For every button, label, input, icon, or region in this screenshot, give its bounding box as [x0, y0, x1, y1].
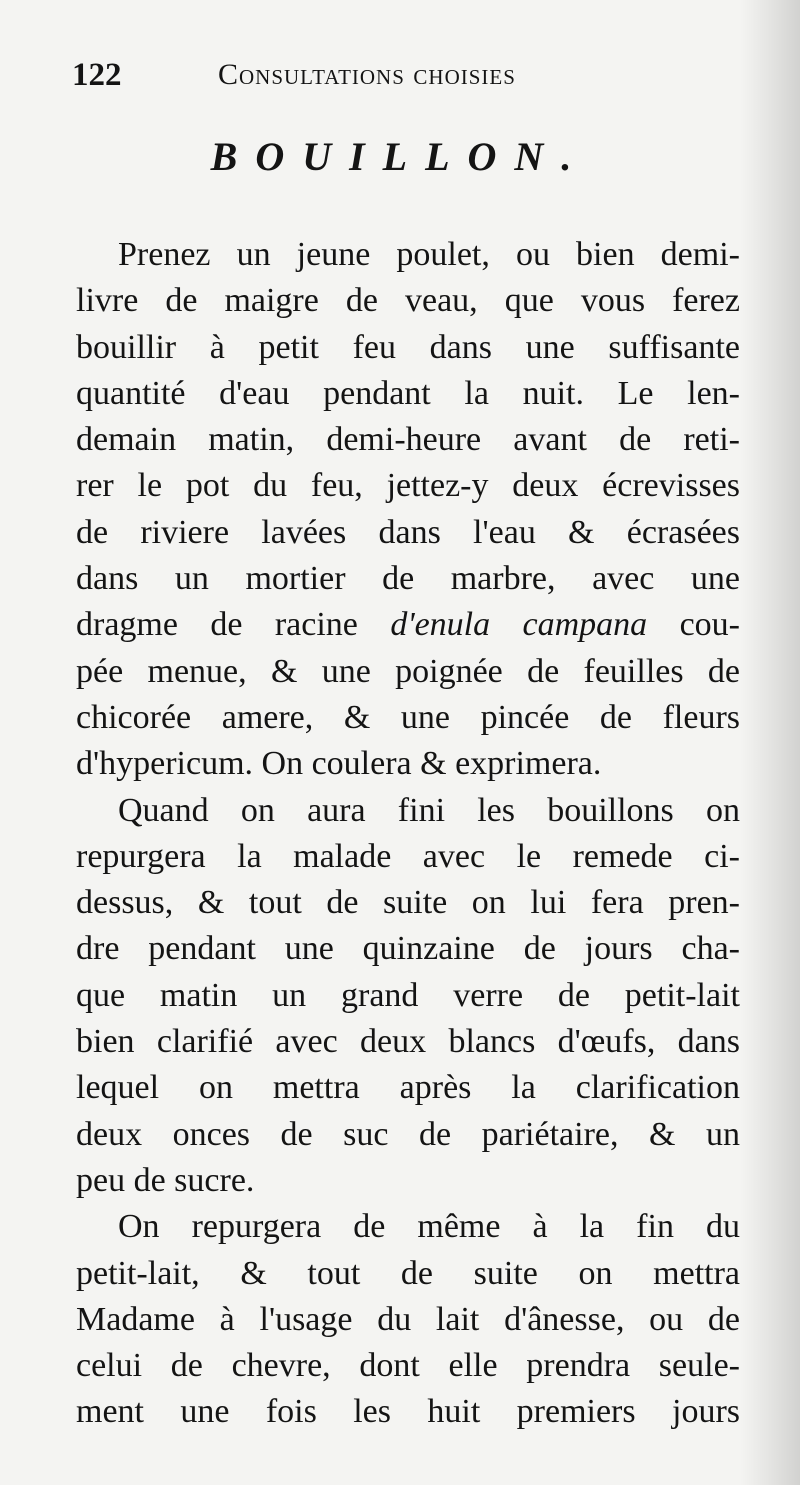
text-segment: dragme de racine: [76, 606, 358, 644]
text-line: bien clarifié avec deux blancs d'œufs, dans: [76, 1023, 740, 1061]
text-line: peu de sucre.: [76, 1161, 255, 1199]
text-line: de riviere lavées dans l'eau & écrasées: [76, 513, 740, 551]
text-line: repurgera la malade avec le remede ci-: [76, 837, 740, 875]
text-line: quantité d'eau pendant la nuit. Le len-: [76, 374, 740, 412]
text-line: demain matin, demi-heure avant de reti-: [76, 421, 740, 459]
text-line: celui de chevre, dont elle prendra seule-: [76, 1347, 740, 1385]
text-line: On repurgera de même à la fin du: [118, 1208, 740, 1246]
text-line: que matin un grand verre de petit-lait: [76, 976, 740, 1014]
text-line: Quand on aura fini les bouillons on: [118, 791, 740, 829]
text-line: petit-lait, & tout de suite on mettra: [76, 1254, 740, 1292]
text-line: d'hypericum. On coulera & exprimera.: [76, 745, 602, 783]
section-title: BOUILLON.: [210, 134, 590, 179]
text-line: rer le pot du feu, jettez-y deux écrevisses: [76, 467, 740, 505]
text-line: dre pendant une quinzaine de jours cha-: [76, 930, 740, 968]
text-line: chicorée amere, & une pincée de fleurs: [76, 698, 740, 736]
text-line: lequel on mettra après la clarification: [76, 1069, 740, 1107]
text-line: livre de maigre de veau, que vous ferez: [76, 282, 740, 320]
page-gutter-shadow: [740, 0, 800, 1485]
text-line: dessus, & tout de suite on lui fera pren-: [76, 884, 740, 922]
running-head: [72, 50, 652, 100]
running-title: Consultations choisies: [218, 58, 516, 91]
body-text: [76, 232, 740, 1436]
text-line: Madame à l'usage du lait d'ânesse, ou de: [76, 1300, 740, 1338]
text-line: [76, 602, 740, 648]
text-line: bouillir à petit feu dans une suffisante: [76, 328, 740, 366]
text-line: deux onces de suc de pariétaire, & un: [76, 1115, 740, 1153]
text-line: Prenez un jeune poulet, ou bien demi-: [118, 236, 740, 273]
page-number: 122: [72, 57, 122, 93]
text-line: dans un mortier de marbre, avec une: [76, 560, 740, 598]
text-line: ment une fois les huit premiers jours: [76, 1393, 740, 1431]
text-line: pée menue, & une poignée de feuilles de: [76, 652, 740, 690]
text-segment: cou-: [679, 606, 740, 644]
italic-term: d'enula campana: [390, 606, 648, 644]
